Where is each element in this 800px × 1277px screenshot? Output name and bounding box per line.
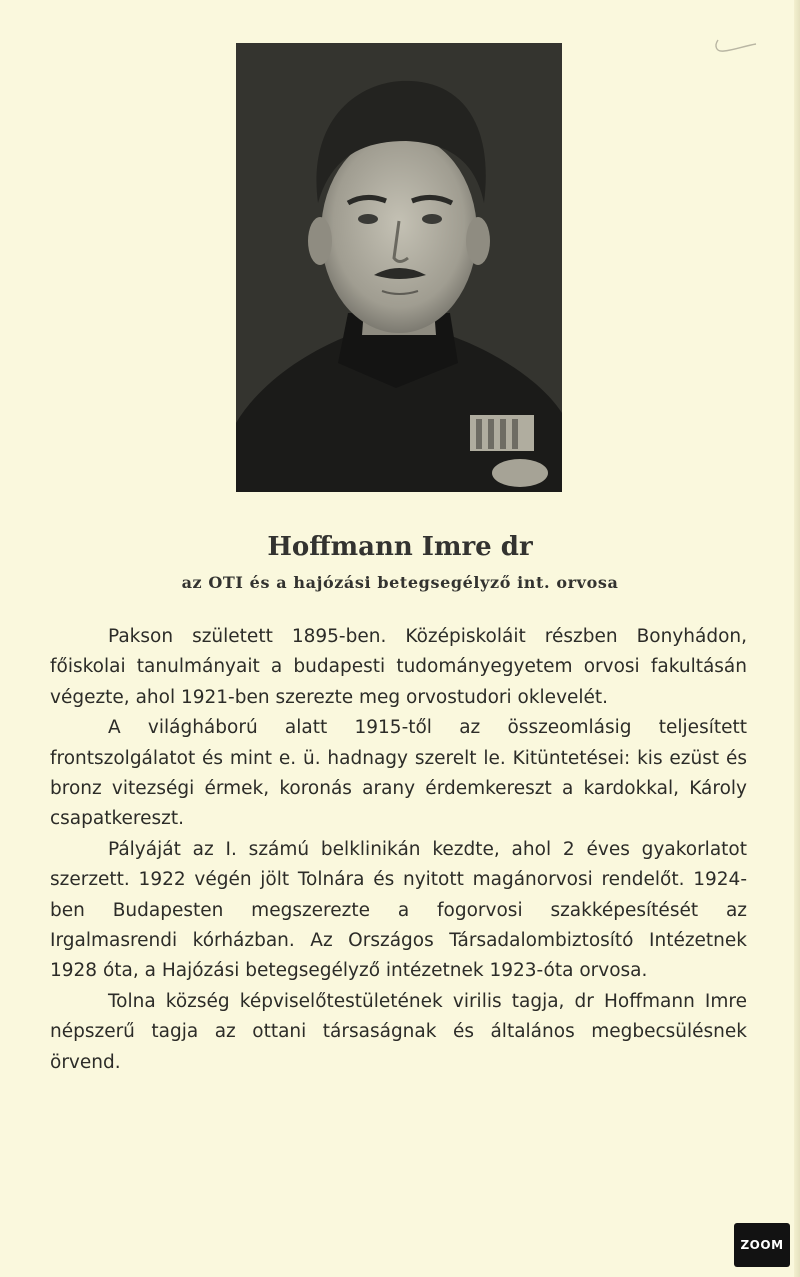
biography-text xyxy=(50,622,747,1078)
person-name-title: Hoffmann Imre dr xyxy=(267,532,533,562)
biography-paragraph: Pakson született 1895-ben. Középiskoláit részben Bonyhádon, főiskolai tanulmányait a budapesti tudományegyetem orvosi fakultásán végezte, ahol 1921-ben szerezte meg orvostudori oklevelét. xyxy=(50,626,747,708)
page-edge xyxy=(794,0,800,1277)
portrait-photo-icon xyxy=(236,43,562,492)
biography-paragraph: Pályáját az I. számú belklinikán kezdte, ahol 2 éves gyakorlatot szerzett. 1922 végén jölt Tolnára és nyitott magánorvosi rendelőt. 1924-ben Budapesten megszerezte a fogorvosi szakképesítését az Irgalmasrendi kórházban. Az Országos Társadalombiztosító Intézetnek 1928 óta, a Hajózási betegsegélyző intézetnek 1923-óta orvosa. xyxy=(50,838,747,982)
zoom-logo-label: ZOOM xyxy=(740,1238,784,1252)
biography-paragraph: A világháború alatt 1915-től az összeomlásig teljesített frontszolgálatot és mint e. ü. hadnagy szerelt le. Kitüntetései: kis ezüst és bronz vitezségi érmek, koronás arany érdemkereszt a kardokkal, Károly csapatkereszt. xyxy=(50,717,747,830)
biography-paragraph: Tolna község képviselőtestületének virilis tagja, dr Hoffmann Imre népszerű tagja az ottani társaságnak és általános megbecsülésnek örvend. xyxy=(50,990,747,1073)
pencil-mark-icon xyxy=(712,36,758,58)
zoom-logo-icon xyxy=(734,1223,790,1267)
person-role-subtitle: az OTI és a hajózási betegsegélyző int. orvosa xyxy=(181,573,619,592)
portrait-photo xyxy=(236,43,562,492)
